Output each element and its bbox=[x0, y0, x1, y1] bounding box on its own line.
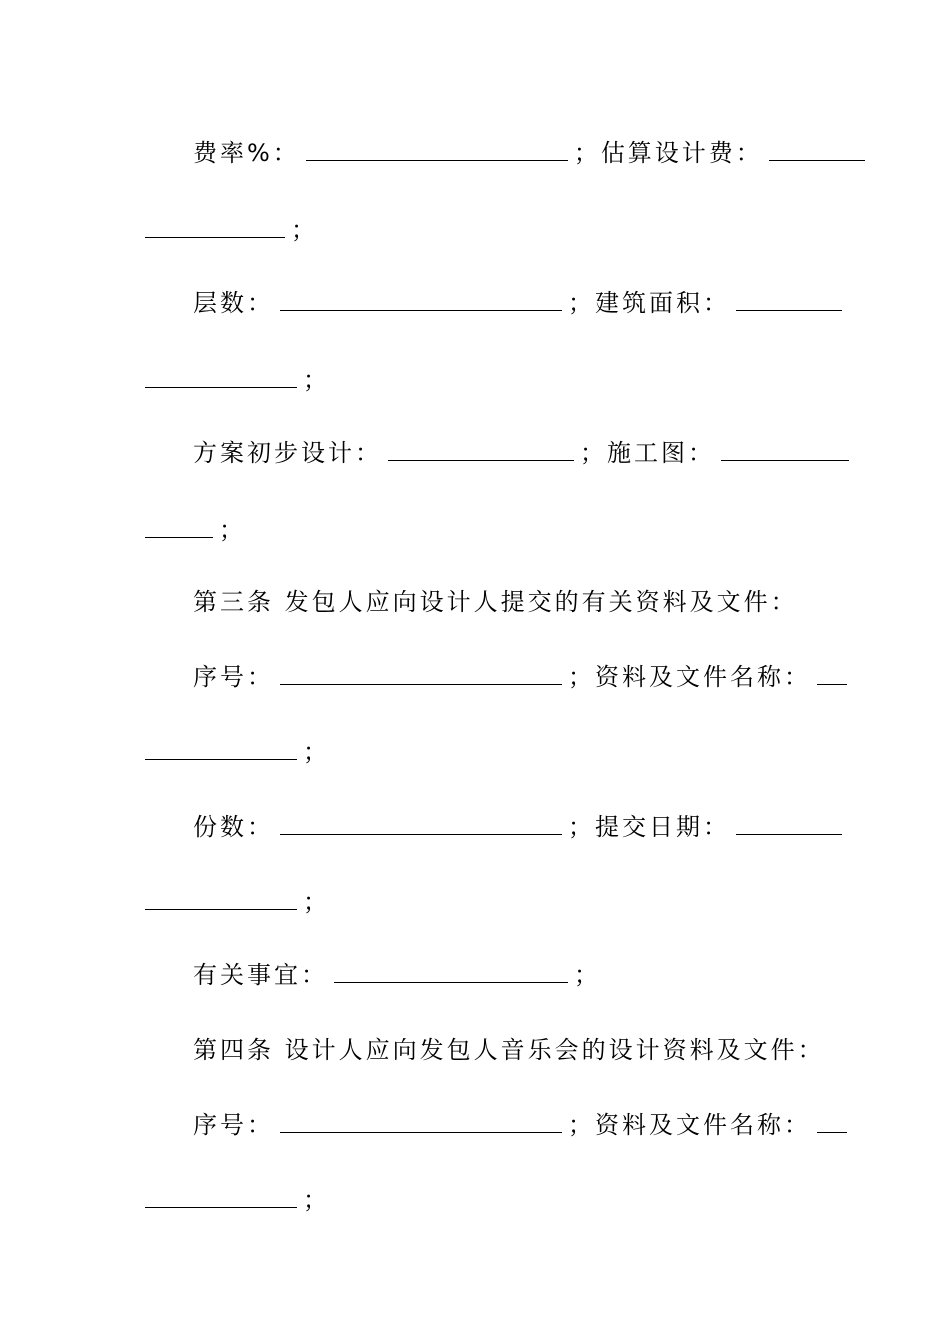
building-area-blank-cont[interactable] bbox=[145, 373, 297, 388]
document-name-blank-cont[interactable] bbox=[145, 745, 297, 760]
article-four-heading bbox=[193, 1030, 825, 1070]
separator: ； bbox=[568, 289, 595, 317]
construction-drawing-blank-cont[interactable] bbox=[145, 523, 213, 538]
line-end: ； bbox=[303, 738, 330, 766]
serial-number-label: 序号： bbox=[193, 1111, 274, 1139]
scheme-design-blank[interactable] bbox=[388, 446, 574, 461]
copies-line bbox=[193, 807, 842, 847]
document-name-label: 资料及文件名称： bbox=[595, 663, 811, 691]
related-matters-line bbox=[193, 955, 601, 995]
fee-rate-line bbox=[193, 133, 865, 173]
estimated-fee-blank[interactable] bbox=[769, 146, 865, 161]
serial-number-line-2 bbox=[193, 1105, 847, 1145]
separator: ； bbox=[568, 663, 595, 691]
scheme-design-line bbox=[193, 433, 849, 473]
submission-date-blank-cont[interactable] bbox=[145, 895, 297, 910]
estimated-fee-continuation bbox=[145, 210, 318, 250]
submission-date-continuation bbox=[145, 882, 330, 922]
line-end: ； bbox=[303, 1186, 330, 1214]
serial-number-label: 序号： bbox=[193, 663, 274, 691]
fee-rate-blank[interactable] bbox=[306, 146, 568, 161]
line-end: ； bbox=[303, 888, 330, 916]
serial-number-blank[interactable] bbox=[280, 1118, 562, 1133]
line-end: ； bbox=[291, 216, 318, 244]
separator: ； bbox=[573, 139, 601, 167]
document-name-blank-cont[interactable] bbox=[145, 1193, 297, 1208]
estimated-fee-label: 估算设计费： bbox=[600, 139, 763, 167]
serial-number-line bbox=[193, 657, 847, 697]
related-matters-label: 有关事宜： bbox=[193, 961, 328, 989]
building-area-continuation bbox=[145, 360, 330, 400]
line-end: ； bbox=[219, 516, 246, 544]
estimated-fee-blank-cont[interactable] bbox=[145, 223, 285, 238]
line-end: ； bbox=[574, 961, 601, 989]
related-matters-blank[interactable] bbox=[334, 968, 568, 983]
construction-drawing-continuation bbox=[145, 510, 246, 550]
construction-drawing-blank[interactable] bbox=[721, 446, 849, 461]
fee-rate-label: 费率%： bbox=[193, 139, 300, 167]
document-name-label: 资料及文件名称： bbox=[595, 1111, 811, 1139]
article-three-heading bbox=[193, 582, 798, 622]
building-area-blank[interactable] bbox=[736, 296, 842, 311]
separator: ； bbox=[568, 813, 595, 841]
submission-date-label: 提交日期： bbox=[595, 813, 730, 841]
separator: ； bbox=[580, 439, 607, 467]
article-four-text: 第四条 设计人应向发包人音乐会的设计资料及文件： bbox=[193, 1036, 825, 1064]
building-area-label: 建筑面积： bbox=[595, 289, 730, 317]
floors-line bbox=[193, 283, 842, 323]
serial-number-blank[interactable] bbox=[280, 670, 562, 685]
document-name-blank[interactable] bbox=[817, 1118, 847, 1133]
document-name-continuation-2 bbox=[145, 1180, 330, 1220]
floors-label: 层数： bbox=[193, 289, 274, 317]
floors-blank[interactable] bbox=[280, 296, 562, 311]
line-end: ； bbox=[303, 366, 330, 394]
separator: ； bbox=[568, 1111, 595, 1139]
document-name-blank[interactable] bbox=[817, 670, 847, 685]
copies-blank[interactable] bbox=[280, 820, 562, 835]
copies-label: 份数： bbox=[193, 813, 274, 841]
article-three-text: 第三条 发包人应向设计人提交的有关资料及文件： bbox=[193, 588, 798, 616]
scheme-design-label: 方案初步设计： bbox=[193, 439, 382, 467]
document-name-continuation bbox=[145, 732, 330, 772]
construction-drawing-label: 施工图： bbox=[607, 439, 715, 467]
submission-date-blank[interactable] bbox=[736, 820, 842, 835]
